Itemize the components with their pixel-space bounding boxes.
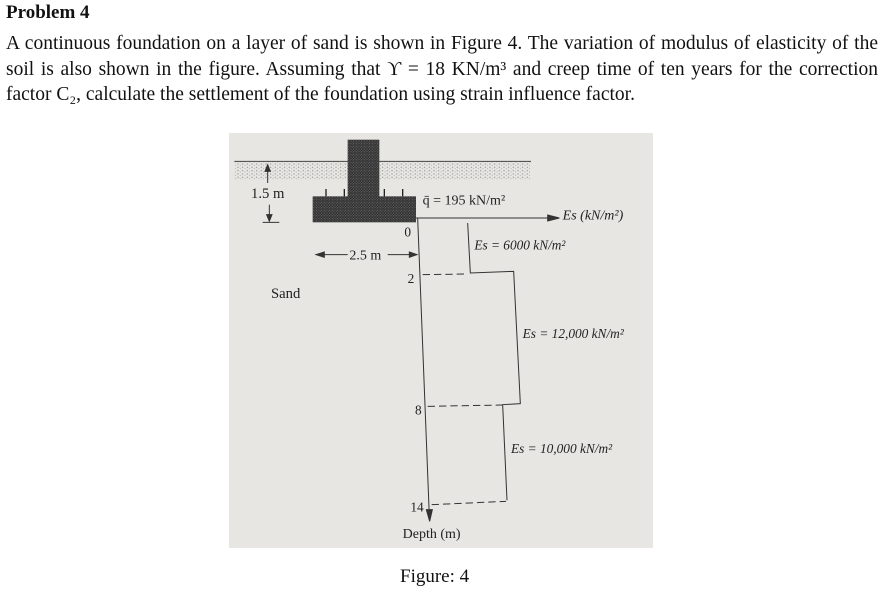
depth-label: 1.5 m: [251, 186, 285, 202]
load-label: q̄ = 195 kN/m²: [422, 193, 506, 209]
es-axis-label: Es (kN/m²): [562, 208, 624, 224]
es-axis: [416, 215, 559, 521]
ground-surface: [234, 161, 531, 179]
depth-tick-14: 14: [410, 499, 424, 515]
problem-statement: A continuous foundation on a layer of sand is shown in Figure 4. The variation of modulus of elasticity of the soil is also shown in the figure. Assuming that ϒ = 18 KN/m³ and creep time of ten years for the correction factor C₂, calculate the settlement of the foundation using strain influence factor.: [6, 33, 878, 106]
problem-title: Problem 4: [6, 2, 90, 23]
foundation-diagram: [229, 133, 653, 548]
layer-2-label: Es = 12,000 kN/m²: [522, 326, 624, 341]
foundation: [313, 140, 416, 223]
depth-tick-8: 8: [415, 402, 422, 418]
layer-1-label: Es = 6000 kN/m²: [474, 237, 566, 253]
figure-caption: Figure: 4: [400, 566, 470, 587]
depth-tick-0: 0: [404, 224, 412, 240]
foundation-figure: [229, 133, 653, 548]
layer-3-label: Es = 10,000 kN/m²: [511, 441, 613, 456]
soil-label: Sand: [271, 286, 301, 302]
es-profile: [423, 223, 521, 505]
depth-tick-2: 2: [407, 271, 415, 286]
width-label: 2.5 m: [349, 248, 382, 264]
depth-axis-label: Depth (m): [402, 527, 461, 542]
